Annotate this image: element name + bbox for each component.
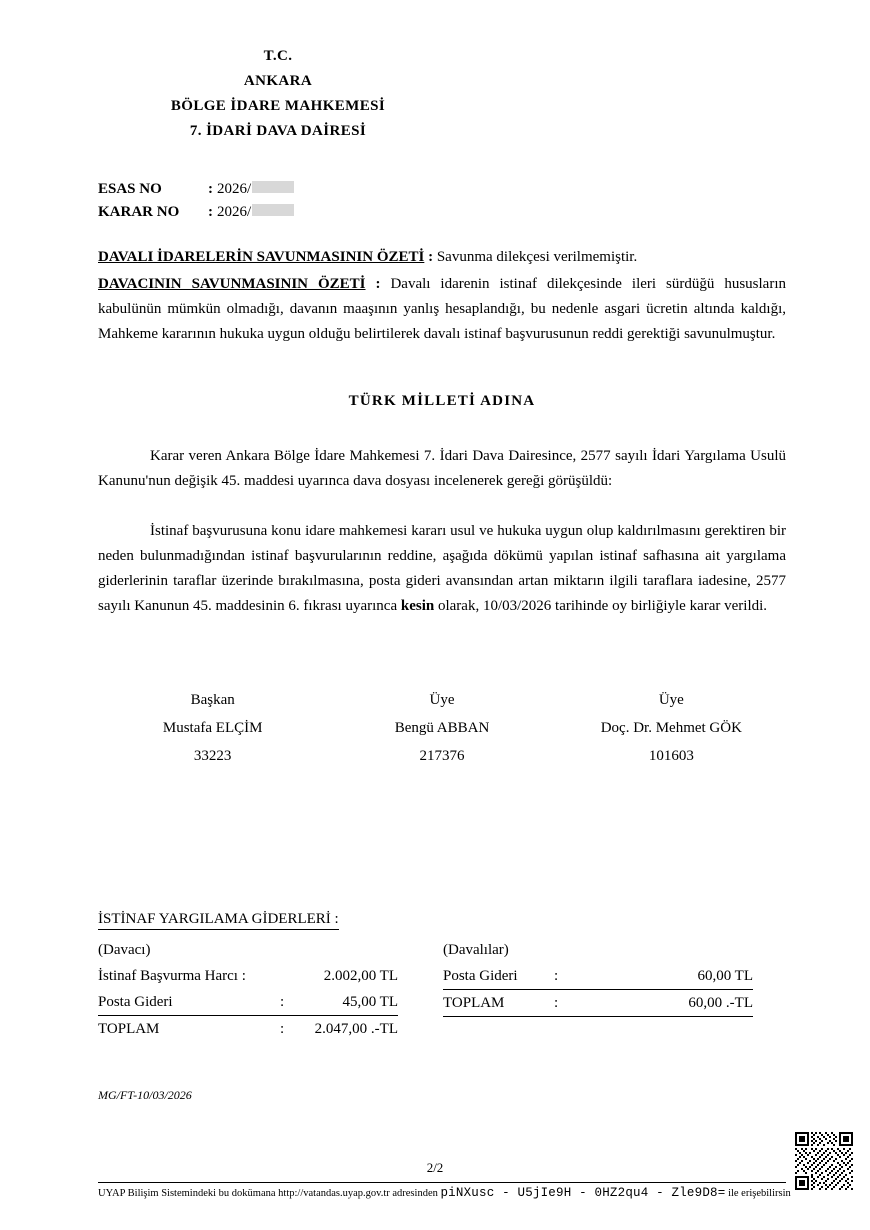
davaci-text: Davalı idarenin istinaf dilekçesinde ileri sürdüğü hususların kabulünün mümkün olmadığı, davanın maaşının yanlış hesaplandığı, bu nedenle asgari ücretin altında kaldığı, Mahkeme kararının hukuka uygun olduğu belirtilerek davalı istinaf başvurusunun reddi gerektiği savunulmuştur. [98,276,786,342]
cost-name: TOPLAM [98,1021,160,1037]
cost-value: 45,00 TL [342,994,398,1010]
document-reference-code: MG/FT-10/03/2026 [98,1088,192,1102]
signature-uye-2 [557,686,786,770]
paragraph-karar-veren: Karar veren Ankara Bölge İdare Mahkemesi 7. İdari Dava Dairesince, 2577 sayılı İdari Yargılama Usulü Kanunu'nun değişik 45. maddesi uyarınca dava dosyası incelenerek gereği görüşüldü: [98,448,786,489]
costs-plaintiff-subtitle: (Davacı) [98,942,151,958]
qr-code-icon [795,1132,853,1190]
redaction-block-esas [252,181,294,193]
table-row [98,963,398,989]
signature-row [98,686,786,770]
signature-sicil: 217376 [419,748,465,764]
esas-label: ESAS NO [98,181,162,197]
cost-value: 2.047,00 .-TL [314,1021,398,1037]
signature-uye-1 [327,686,556,770]
signature-title: Üye [658,692,684,708]
karar-label: KARAR NO [98,204,180,220]
cost-colon: : [554,995,559,1011]
costs-defendants-subtitle: (Davalılar) [443,942,509,958]
cost-value: 60,00 .-TL [688,995,753,1011]
costs-table-defendants [443,937,753,1017]
davali-text: Savunma dilekçesi verilmemiştir. [433,249,638,265]
cost-name: İstinaf Başvurma Harcı : [98,968,246,984]
paragraph-davali-savunma [98,245,786,270]
davali-colon: : [424,249,434,265]
header-line-chamber: 7. İDARİ DAVA DAİRESİ [189,123,367,139]
header-line-city: ANKARA [243,73,313,89]
signature-sicil: 33223 [193,748,232,764]
esas-separator: : [208,181,213,197]
uyap-note-left: UYAP Bilişim Sistemindeki bu dokümana http://vatandas.uyap.gov.tr adresinden [98,1188,441,1199]
esas-value: 2026/ [217,181,252,197]
table-row [443,963,753,990]
case-numbers [98,178,294,224]
cost-colon: : [280,994,285,1010]
table-row [98,1016,398,1042]
table-row [98,989,398,1016]
davaci-colon: : [365,276,381,292]
uyap-verification-note [98,1186,798,1200]
signature-title: Üye [429,692,455,708]
table-row [443,990,753,1017]
cost-name: TOPLAM [443,995,505,1011]
istinaf-text-part1: İstinaf başvurusuna konu idare mahkemesi kararı usul ve hukuka uygun olup kaldırılmasını gerektiren bir neden bulunmadığından istinaf başvurularının reddine, aşağıda dökümü yapılan istinaf safhasına ait yargılama giderlerinin taraflar üzerinde bırakılmasına, posta gideri avansından artan miktarın ilgili taraflara iadesine, 2577 sayılı Kanunun 45. maddesinin 6. fıkrası uyarınca [98,523,786,614]
page-number: 2/2 [426,1160,444,1175]
signature-name: Doç. Dr. Mehmet GÖK [600,720,742,736]
esas-row [98,178,294,201]
redaction-block-karar [252,204,294,216]
cost-name: Posta Gideri [443,968,518,984]
davali-label: DAVALI İDARELERİN SAVUNMASININ ÖZETİ [98,249,425,265]
cost-colon: : [280,1021,285,1037]
signature-sicil: 101603 [648,748,694,764]
uyap-verification-code: piNXusc - U5jIe9H - 0HZ2qu4 - Zle9D8= [440,1186,726,1200]
cost-colon: : [554,968,559,984]
davaci-label: DAVACININ SAVUNMASININ ÖZETİ [98,276,366,292]
istinaf-kesin-word: kesin [400,598,435,614]
uyap-note-right: ile erişebilirsin [725,1188,791,1199]
karar-row [98,201,294,224]
paragraph-davaci-savunma [98,272,786,347]
cost-name: Posta Gideri [98,994,173,1010]
signature-baskan [98,686,327,770]
paragraph-istinaf-karar [98,519,786,619]
footer-divider [98,1182,786,1183]
signature-name: Mustafa ELÇİM [162,720,263,736]
karar-value: 2026/ [217,204,252,220]
cost-value: 60,00 TL [697,968,753,984]
signature-title: Başkan [190,692,235,708]
karar-separator: : [208,204,213,220]
turk-milleti-adina-title: TÜRK MİLLETİ ADINA [348,393,536,409]
court-header [98,44,458,144]
costs-section-title: İSTİNAF YARGILAMA GİDERLERİ : [98,911,339,930]
costs-table-plaintiff [98,937,398,1042]
header-line-tc: T.C. [263,48,293,64]
istinaf-text-part2: olarak, 10/03/2026 tarihinde oy birliğiyle karar verildi. [434,598,768,614]
header-line-court: BÖLGE İDARE MAHKEMESİ [170,98,386,114]
signature-name: Bengü ABBAN [394,720,490,736]
cost-value: 2.002,00 TL [323,968,398,984]
